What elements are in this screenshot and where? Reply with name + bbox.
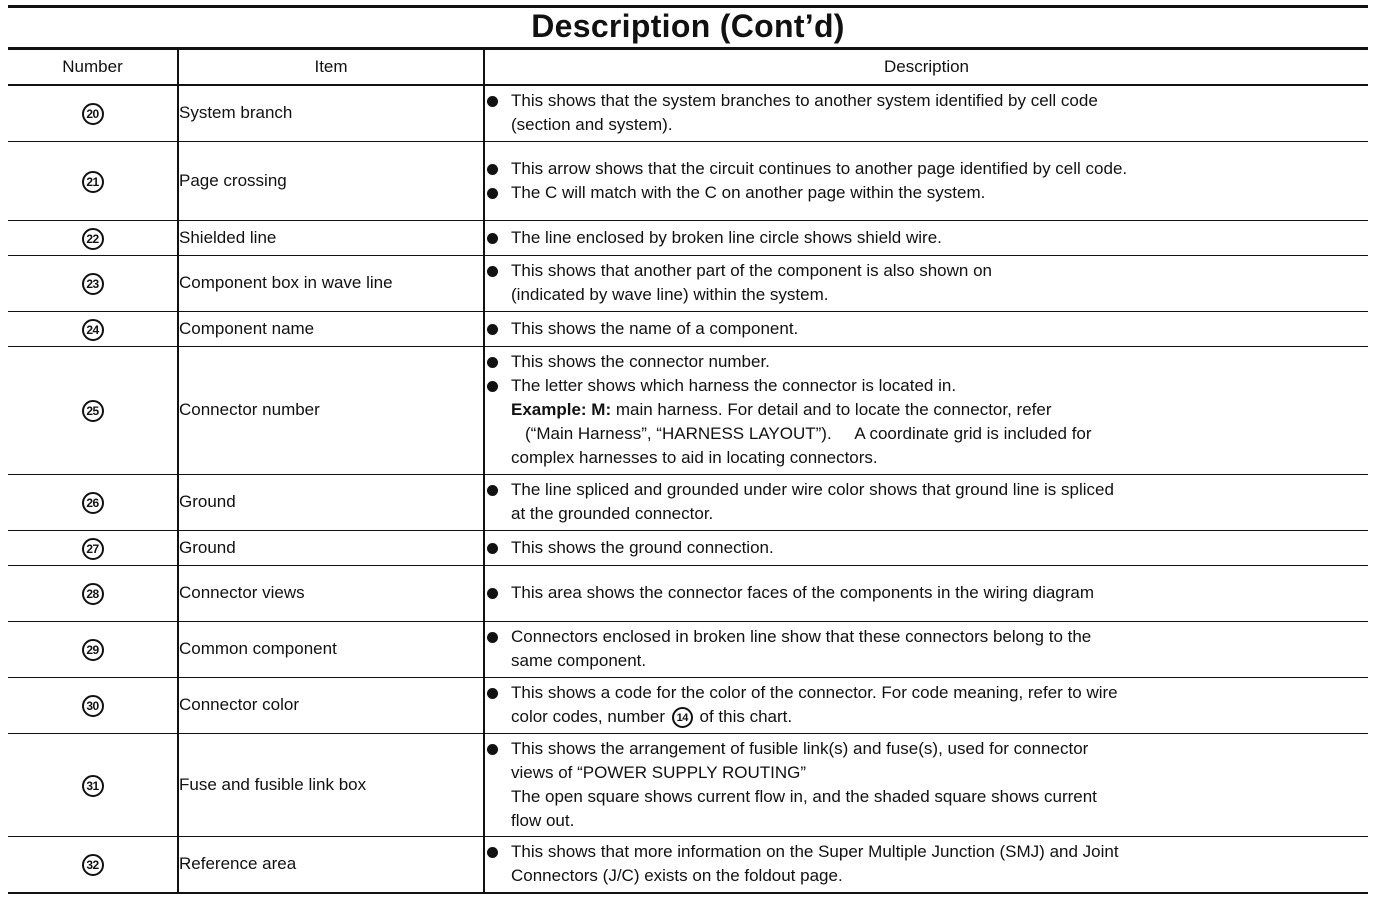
description-text: views of “POWER SUPPLY ROUTING” [511, 762, 807, 782]
item-cell: Connector views [178, 565, 484, 621]
table-row [8, 85, 1368, 141]
description-text: This shows the name of a component. [511, 318, 799, 338]
description-text: Connectors (J/C) exists on the foldout page. [511, 866, 843, 886]
table-row [8, 836, 1368, 893]
bullet-line [485, 259, 1368, 283]
description-text: The line spliced and grounded under wire color shows that ground line is spliced [511, 480, 1114, 499]
circled-number: 28 [82, 583, 104, 605]
continuation-line [485, 422, 1368, 446]
header-row [8, 49, 1368, 86]
bullet-line [485, 737, 1368, 761]
item-cell: Common component [178, 621, 484, 677]
description-text: (indicated by wave line) within the system. [511, 285, 829, 304]
description-text: This shows a code for the color of the connector. For code meaning, refer to wire [511, 683, 1118, 702]
circled-reference-number: 14 [672, 707, 693, 728]
row-number-cell [8, 565, 178, 621]
continuation-line [485, 446, 1368, 470]
row-number-cell [8, 141, 178, 220]
description-text: flow out. [511, 810, 575, 830]
circled-number: 27 [82, 538, 104, 560]
description-cell [484, 733, 1368, 836]
description-cell [484, 836, 1368, 893]
header-description: Description [484, 49, 1368, 86]
continuation-line [485, 864, 1368, 888]
table-row [8, 311, 1368, 346]
table-body [8, 85, 1368, 893]
bullet-line [485, 581, 1368, 605]
circled-number: 26 [82, 492, 104, 514]
table-row [8, 677, 1368, 733]
continuation-line [485, 283, 1368, 307]
row-number-cell [8, 346, 178, 474]
table-row [8, 474, 1368, 530]
description-text: complex harnesses to aid in locating connectors. [511, 448, 878, 467]
bullet-line [485, 625, 1368, 649]
description-text: This arrow shows that the circuit continues to another page identified by cell code. [511, 158, 1128, 178]
description-text: This shows the arrangement of fusible link(s) and fuse(s), used for connector [511, 738, 1089, 758]
description-text: main harness. For detail and to locate the connector, refer [611, 400, 1052, 419]
bullet-line [485, 374, 1368, 398]
bullet-line [485, 681, 1368, 705]
table-row [8, 220, 1368, 255]
bullet-line [485, 226, 1368, 250]
page-title: Description (Cont’d) [531, 8, 845, 44]
table-row [8, 621, 1368, 677]
description-text: same component. [511, 651, 647, 670]
continuation-line [485, 705, 1368, 729]
circled-number: 29 [82, 639, 104, 661]
bullet-line [485, 89, 1368, 113]
description-cell [484, 220, 1368, 255]
description-text: Connectors enclosed in broken line show that these connectors belong to the [511, 627, 1092, 646]
description-text: This shows that the system branches to another system identified by cell code [511, 91, 1098, 111]
table-row [8, 141, 1368, 220]
description-text: The letter shows which harness the connector is located in. [511, 376, 957, 395]
bullet-line [485, 536, 1368, 560]
circled-number: 25 [82, 400, 104, 422]
row-number-cell [8, 530, 178, 565]
continuation-line [485, 398, 1368, 422]
item-cell: Reference area [178, 836, 484, 893]
item-cell: Component box in wave line [178, 255, 484, 311]
row-number-cell [8, 311, 178, 346]
item-cell: Shielded line [178, 220, 484, 255]
item-cell: Component name [178, 311, 484, 346]
row-number-cell [8, 733, 178, 836]
circled-number: 24 [82, 319, 104, 341]
row-number-cell [8, 255, 178, 311]
item-cell: System branch [178, 85, 484, 141]
description-text: (“Main Harness”, “HARNESS LAYOUT”). A coordinate grid is included for [525, 424, 1092, 443]
table-row [8, 346, 1368, 474]
description-text: at the grounded connector. [511, 504, 714, 523]
description-cell [484, 474, 1368, 530]
circled-number: 31 [82, 775, 104, 797]
description-text: (section and system). [511, 115, 673, 135]
row-number-cell [8, 621, 178, 677]
example-label: Example: M: [511, 400, 612, 419]
bullet-line [485, 350, 1368, 374]
row-number-cell [8, 85, 178, 141]
description-text: This shows that another part of the component is also shown on [511, 261, 992, 280]
circled-number: 32 [82, 854, 104, 876]
description-text: This shows the ground connection. [511, 537, 774, 557]
table-row [8, 733, 1368, 836]
bullet-line [485, 478, 1368, 502]
continuation-line [485, 649, 1368, 673]
item-cell: Fuse and fusible link box [178, 733, 484, 836]
header-number: Number [8, 49, 178, 86]
bullet-line [485, 157, 1368, 181]
description-text: This area shows the connector faces of the components in the wiring diagram [511, 583, 1095, 602]
continuation-line [485, 809, 1368, 833]
bullet-line [485, 840, 1368, 864]
circled-number: 30 [82, 695, 104, 717]
description-cell [484, 141, 1368, 220]
description-text: The open square shows current flow in, and the shaded square shows current [511, 786, 1097, 806]
description-cell [484, 677, 1368, 733]
description-text: The line enclosed by broken line circle shows shield wire. [511, 227, 942, 247]
bullet-line [485, 317, 1368, 341]
item-cell: Ground [178, 474, 484, 530]
header-item: Item [178, 49, 484, 86]
description-cell [484, 530, 1368, 565]
row-number-cell [8, 677, 178, 733]
circled-number: 20 [82, 103, 104, 125]
description-cell [484, 565, 1368, 621]
description-text: color codes, number [511, 707, 666, 726]
row-number-cell [8, 836, 178, 893]
description-text: This shows the connector number. [511, 352, 770, 371]
row-number-cell [8, 220, 178, 255]
table-row [8, 255, 1368, 311]
circled-number: 23 [82, 273, 104, 295]
circled-number: 21 [82, 171, 104, 193]
description-text: This shows that more information on the Super Multiple Junction (SMJ) and Joint [511, 842, 1119, 862]
item-cell: Connector color [178, 677, 484, 733]
description-cell [484, 255, 1368, 311]
continuation-line [485, 785, 1368, 809]
description-cell [484, 85, 1368, 141]
description-table [8, 47, 1368, 894]
item-cell: Page crossing [178, 141, 484, 220]
description-text: The C will match with the C on another page within the system. [511, 182, 986, 202]
row-number-cell [8, 474, 178, 530]
bullet-line [485, 181, 1368, 205]
continuation-line [485, 502, 1368, 526]
description-cell [484, 621, 1368, 677]
description-text-after: of this chart. [694, 707, 793, 726]
continuation-line [485, 761, 1368, 785]
continuation-line [485, 113, 1368, 137]
description-cell [484, 346, 1368, 474]
table-row [8, 530, 1368, 565]
description-cell [484, 311, 1368, 346]
item-cell: Connector number [178, 346, 484, 474]
item-cell: Ground [178, 530, 484, 565]
circled-number: 22 [82, 228, 104, 250]
table-row [8, 565, 1368, 621]
